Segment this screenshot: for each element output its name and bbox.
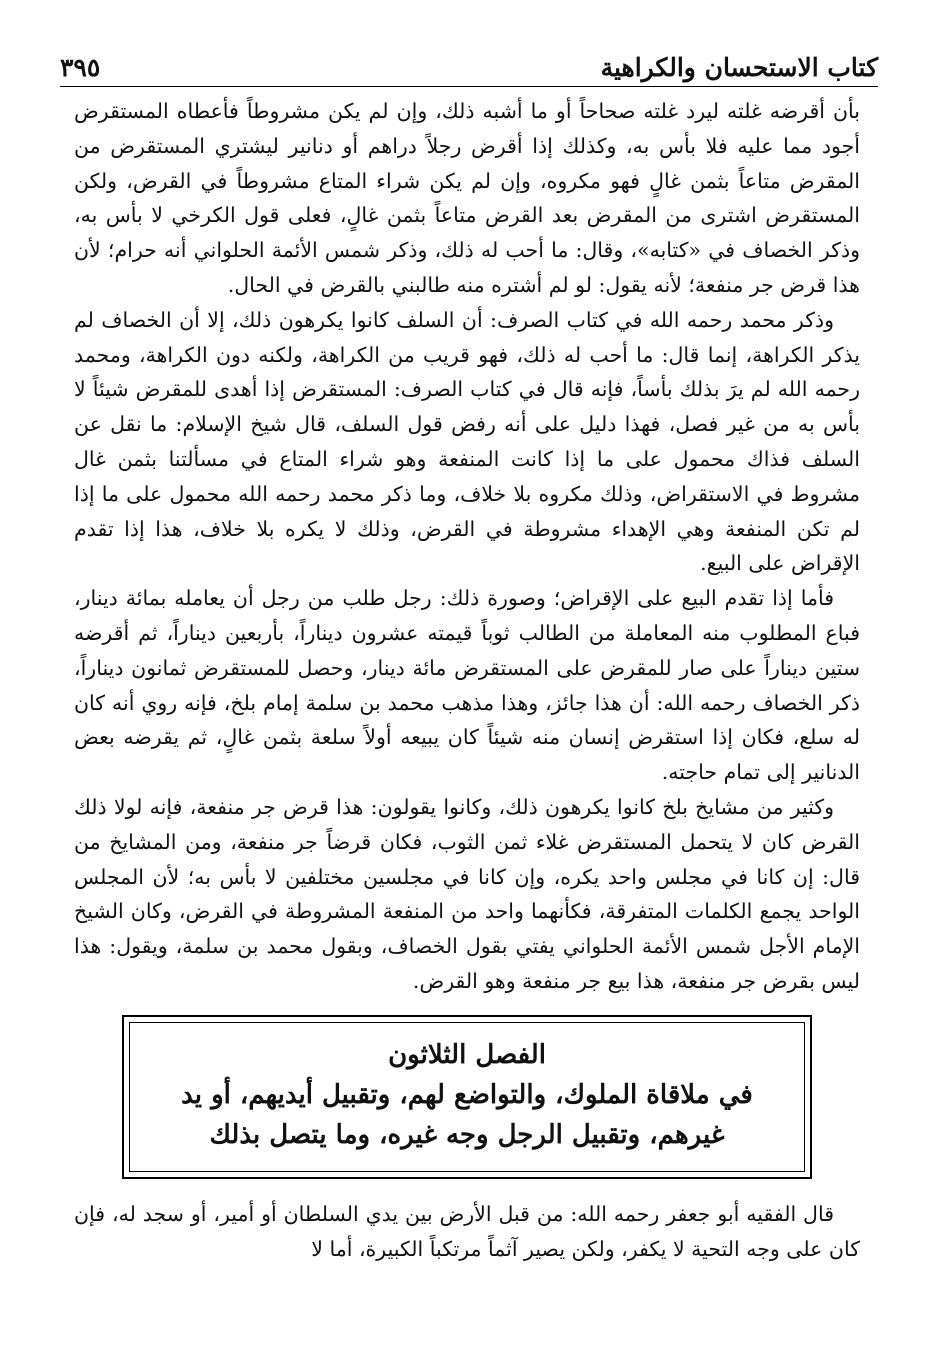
chapter-subtitle-line-2: غيرهم، وتقبيل الرجل وجه غيره، وما يتصل بذلك (209, 1119, 725, 1150)
running-title: كتاب الاستحسان والكراهية (600, 53, 878, 82)
chapter-title: الفصل الثلاثون (388, 1039, 546, 1070)
paragraph-4: وكثير من مشايخ بلخ كانوا يكرهون ذلك، وكانوا يقولون: هذا قرض جر منفعة، فإنه لولا ذلك القرض كان لا يتحمل المستقرض غلاء ثمن الثوب، فكان قرضاً جر منفعة، ومن المشايخ من قال: إن كانا في مجلس واحد يكره، وإن كانا في مجلسين مختلفين لا بأس به؛ لأن المجلس الواحد يجمع الكلمات المتفرقة، فكأنهما واحد من المنفعة المشروطة في القرض، وكان الشيخ الإمام الأجل شمس الأئمة الحلواني يفتي بقول الخصاف، وبقول محمد بن سلمة، ويقول: هذا ليس بقرض جر منفعة، هذا بيع جر منفعة وهو القرض. (74, 794, 860, 993)
chapter-subtitle-line-1: في ملاقاة الملوك، والتواضع لهم، وتقبيل أيديهم، أو يد (181, 1079, 753, 1110)
page-body (74, 94, 860, 1266)
page-number: ٣٩٥ (60, 53, 101, 82)
paragraph-final: قال الفقيه أبو جعفر رحمه الله: من قبل الأرض بين يدي السلطان أو أمير، أو سجد له، فإن كان على وجه التحية لا يكفر، ولكن يصير آثماً مرتكباً الكبيرة، أما لا (74, 1201, 860, 1261)
page-header (60, 34, 878, 82)
paragraph-2: وذكر محمد رحمه الله في كتاب الصرف: أن السلف كانوا يكرهون ذلك، إلا أن الخصاف لم يذكر الكراهة، إنما قال: ما أحب له ذلك، فهو قريب من الكراهة، ولكنه دون الكراهة، ومحمد رحمه الله لم يرَ بذلك بأساً، فإنه قال في كتاب الصرف: المستقرض إذا أهدى للمقرض شيئاً لا بأس به من غير فصل، فهذا دليل على أنه رفض قول السلف، قال شيخ الإسلام: ما نقل عن السلف فذاك محمول على ما إذا كانت المنفعة وهو شراء المتاع في مسألتنا بثمن غال مشروط في الاستقراض، وذلك مكروه بلا خلاف، وما ذكر محمد رحمه الله محمول على ما إذا لم تكن المنفعة وهي الإهداء مشروطة في القرض، وذلك لا يكره بلا خلاف، هذا إذا تقدم الإقراض على البيع. (74, 307, 860, 576)
paragraph-3: فأما إذا تقدم البيع على الإقراض؛ وصورة ذلك: رجل طلب من رجل أن يعامله بمائة دينار، فباع المطلوب منه المعاملة من الطالب ثوباً قيمته عشرون ديناراً، بأربعين ديناراً، ثم أقرضه ستين ديناراً على صار للمقرض على المستقرض مائة دينار، وحصل للمستقرض ثمانون ديناراً، ذكر الخصاف رحمه الله: أن هذا جائز، وهذا مذهب محمد بن سلمة إمام بلخ، فإنه روي أنه كان له سلع، فكان إذا استقرض إنسان منه شيئاً كان يبيعه أولاً سلعة بثمن غالٍ، ثم يقرضه بعض الدنانير إلى تمام حاجته. (74, 586, 860, 785)
chapter-heading-box (122, 1015, 812, 1179)
header-rule (60, 86, 878, 87)
paragraph-1: بأن أقرضه غلته ليرد غلته صحاحاً أو ما أشبه ذلك، وإن لم يكن مشروطاً فأعطاه المستقرض أجود مما عليه فلا بأس به، وكذلك إذا أقرض رجلاً دراهم أو دنانير ليشتري المستقرض من المقرض متاعاً بثمن غالٍ فهو مكروه، وإن لم يكن شراء المتاع مشروطاً في القرض، ولكن المستقرض اشترى من المقرض بعد القرض متاعاً بثمن غالٍ، فعلى قول الكرخي لا بأس به، وذكر الخصاف في «كتابه»، وقال: ما أحب له ذلك، وذكر شمس الأئمة الحلواني أنه حرام؛ لأن هذا قرض جر منفعة؛ لأنه يقول: لو لم أشتره منه طالبني بالقرض في الحال. (74, 99, 860, 297)
chapter-heading-inner (129, 1022, 805, 1172)
